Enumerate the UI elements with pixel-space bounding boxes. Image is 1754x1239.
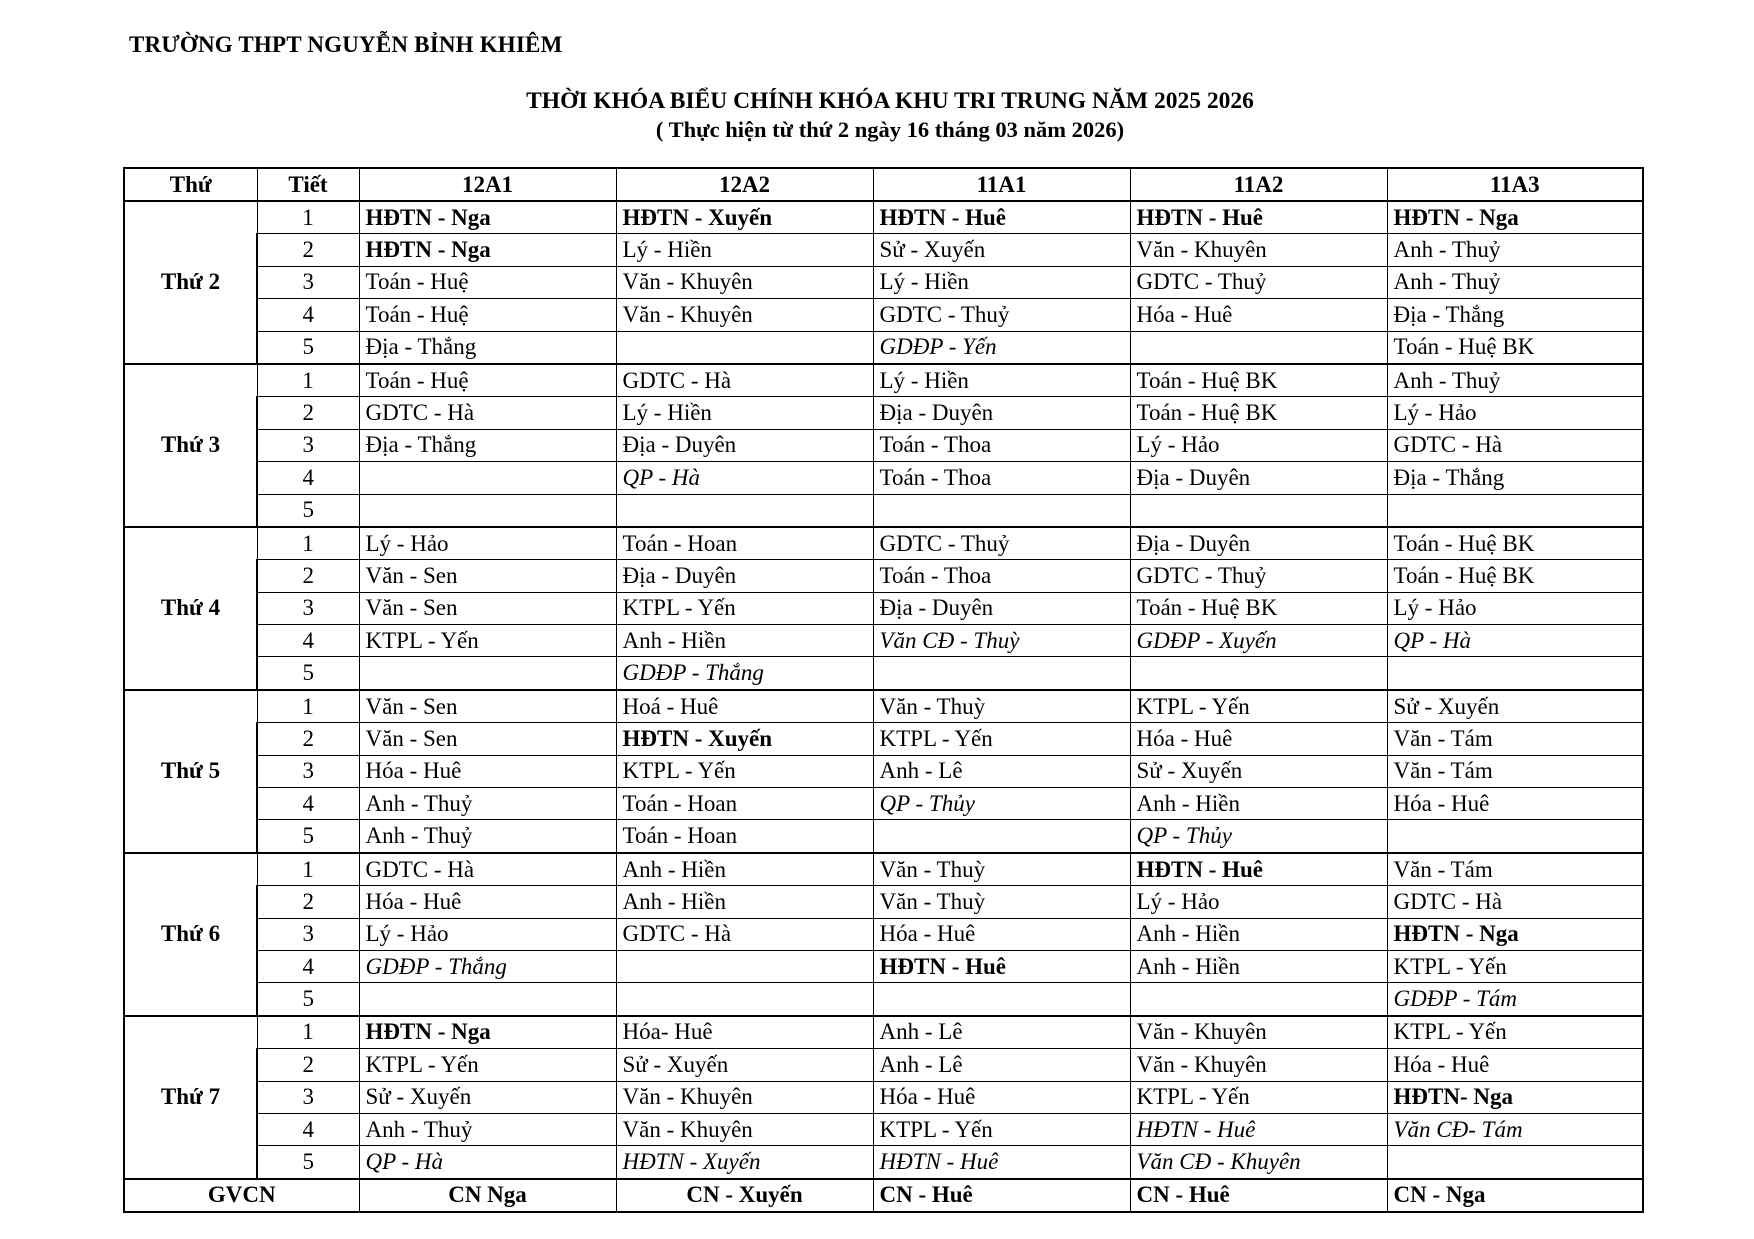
lesson-cell: Văn - Sen: [359, 690, 616, 723]
lesson-cell: Anh - Hiền: [1130, 950, 1387, 982]
header-class-11a2: 11A2: [1130, 168, 1387, 201]
table-row: [124, 788, 1643, 820]
lesson-cell: Địa - Thắng: [359, 331, 616, 364]
period-number: 3: [257, 1081, 359, 1113]
lesson-cell: [873, 657, 1130, 690]
lesson-cell: Anh - Hiền: [1130, 788, 1387, 820]
page-subtitle: ( Thực hiện từ thứ 2 ngày 16 tháng 03 năm 2026): [655, 117, 1125, 142]
table-row: [124, 527, 1643, 560]
table-row: [124, 820, 1643, 853]
table-row: [124, 657, 1643, 690]
period-number: 2: [257, 723, 359, 755]
lesson-cell: Anh - Thuỷ: [1387, 234, 1643, 266]
lesson-cell: GDTC - Hà: [616, 918, 873, 950]
table-row: [124, 234, 1643, 266]
lesson-cell: Toán - Huệ: [359, 299, 616, 331]
period-number: 5: [257, 1146, 359, 1179]
period-number: 5: [257, 494, 359, 527]
lesson-cell: Hóa - Huê: [1387, 1049, 1643, 1081]
lesson-cell: GDTC - Hà: [1387, 886, 1643, 918]
period-number: 4: [257, 625, 359, 657]
day-label: Thứ 5: [124, 690, 257, 853]
lesson-cell: [873, 820, 1130, 853]
lesson-cell: KTPL - Yến: [359, 1049, 616, 1081]
homeroom-teacher: CN - Huê: [873, 1179, 1130, 1212]
lesson-cell: Lý - Hảo: [1387, 397, 1643, 429]
lesson-cell: Anh - Thuỷ: [359, 1113, 616, 1145]
lesson-cell: HĐTN - Xuyến: [616, 723, 873, 755]
lesson-cell: Văn CĐ - Khuyên: [1130, 1146, 1387, 1179]
lesson-cell: Hóa - Huê: [1130, 299, 1387, 331]
lesson-cell: Địa - Thắng: [1387, 462, 1643, 494]
lesson-cell: Sử - Xuyến: [616, 1049, 873, 1081]
lesson-cell: Toán - Huệ BK: [1130, 397, 1387, 429]
lesson-cell: Địa - Duyên: [1130, 527, 1387, 560]
lesson-cell: Hóa - Huê: [1387, 788, 1643, 820]
lesson-cell: Văn - Thuỳ: [873, 690, 1130, 723]
lesson-cell: Sử - Xuyến: [1130, 755, 1387, 787]
period-number: 3: [257, 755, 359, 787]
lesson-cell: Anh - Thuỷ: [1387, 364, 1643, 397]
table-row: [124, 1146, 1643, 1179]
lesson-cell: Văn - Sen: [359, 560, 616, 592]
table-row: [124, 950, 1643, 982]
period-number: 1: [257, 853, 359, 886]
lesson-cell: GDTC - Hà: [616, 364, 873, 397]
day-label: Thứ 4: [124, 527, 257, 690]
lesson-cell: Lý - Hảo: [359, 527, 616, 560]
lesson-cell: QP - Hà: [1387, 625, 1643, 657]
table-row: [124, 397, 1643, 429]
homeroom-label: GVCN: [124, 1179, 359, 1212]
table-row: [124, 625, 1643, 657]
lesson-cell: GDTC - Hà: [359, 397, 616, 429]
lesson-cell: Toán - Thoa: [873, 429, 1130, 461]
table-row: [124, 462, 1643, 494]
lesson-cell: HĐTN - Nga: [359, 201, 616, 234]
table-row: [124, 299, 1643, 331]
lesson-cell: HĐTN - Huê: [873, 950, 1130, 982]
day-label: Thứ 6: [124, 853, 257, 1016]
lesson-cell: Anh - Thuỷ: [1387, 266, 1643, 298]
lesson-cell: QP - Hà: [359, 1146, 616, 1179]
table-row: [124, 1049, 1643, 1081]
period-number: 5: [257, 657, 359, 690]
lesson-cell: Địa - Thắng: [1387, 299, 1643, 331]
lesson-cell: GDTC - Hà: [1387, 429, 1643, 461]
table-row: [124, 983, 1643, 1016]
lesson-cell: Sử - Xuyến: [873, 234, 1130, 266]
lesson-cell: [1387, 657, 1643, 690]
table-row: [124, 723, 1643, 755]
lesson-cell: HĐTN - Nga: [1387, 918, 1643, 950]
lesson-cell: KTPL - Yến: [1387, 950, 1643, 982]
table-row: [124, 918, 1643, 950]
period-number: 5: [257, 983, 359, 1016]
period-number: 2: [257, 1049, 359, 1081]
table-row: [124, 266, 1643, 298]
lesson-cell: Anh - Lê: [873, 755, 1130, 787]
lesson-cell: Anh - Hiền: [616, 853, 873, 886]
lesson-cell: KTPL - Yến: [359, 625, 616, 657]
header-class-11a1: 11A1: [873, 168, 1130, 201]
lesson-cell: Toán - Thoa: [873, 560, 1130, 592]
lesson-cell: Anh - Hiền: [616, 886, 873, 918]
lesson-cell: [1130, 657, 1387, 690]
lesson-cell: Địa - Duyên: [616, 429, 873, 461]
lesson-cell: Toán - Huệ BK: [1130, 592, 1387, 624]
table-row: [124, 331, 1643, 364]
lesson-cell: GDTC - Thuỷ: [873, 299, 1130, 331]
lesson-cell: KTPL - Yến: [873, 1113, 1130, 1145]
lesson-cell: GDĐP - Xuyến: [1130, 625, 1387, 657]
lesson-cell: Lý - Hiền: [873, 364, 1130, 397]
lesson-cell: Hóa - Huê: [359, 755, 616, 787]
lesson-cell: Văn - Khuyên: [616, 299, 873, 331]
lesson-cell: [359, 462, 616, 494]
lesson-cell: [873, 983, 1130, 1016]
school-name: TRƯỜNG THPT NGUYỄN BỈNH KHIÊM: [129, 32, 563, 57]
lesson-cell: Anh - Thuỷ: [359, 788, 616, 820]
lesson-cell: Văn - Khuyên: [1130, 234, 1387, 266]
timetable-header: [124, 168, 1643, 201]
lesson-cell: Văn CĐ - Thuỳ: [873, 625, 1130, 657]
lesson-cell: HĐTN - Xuyến: [616, 201, 873, 234]
table-row: [124, 429, 1643, 461]
lesson-cell: Địa - Duyên: [873, 592, 1130, 624]
lesson-cell: [1130, 494, 1387, 527]
table-row: [124, 560, 1643, 592]
lesson-cell: Địa - Duyên: [1130, 462, 1387, 494]
period-number: 1: [257, 527, 359, 560]
lesson-cell: HĐTN - Huê: [1130, 1113, 1387, 1145]
lesson-cell: [1130, 983, 1387, 1016]
lesson-cell: Lý - Hảo: [1387, 592, 1643, 624]
table-row: [124, 690, 1643, 723]
table-row: [124, 494, 1643, 527]
lesson-cell: Sử - Xuyến: [359, 1081, 616, 1113]
lesson-cell: Văn - Khuyên: [1130, 1049, 1387, 1081]
table-row: [124, 364, 1643, 397]
lesson-cell: Hóa - Huê: [873, 1081, 1130, 1113]
period-number: 4: [257, 1113, 359, 1145]
lesson-cell: [873, 494, 1130, 527]
lesson-cell: Văn - Khuyên: [616, 1081, 873, 1113]
lesson-cell: GDTC - Thuỷ: [873, 527, 1130, 560]
lesson-cell: Lý - Hiền: [873, 266, 1130, 298]
lesson-cell: [1387, 820, 1643, 853]
lesson-cell: Lý - Hiền: [616, 234, 873, 266]
lesson-cell: Lý - Hảo: [1130, 429, 1387, 461]
lesson-cell: [616, 494, 873, 527]
lesson-cell: Hoá - Huê: [616, 690, 873, 723]
lesson-cell: GDĐP - Thắng: [359, 950, 616, 982]
lesson-cell: Văn - Khuyên: [1130, 1016, 1387, 1049]
lesson-cell: Toán - Hoan: [616, 527, 873, 560]
period-number: 1: [257, 364, 359, 397]
lesson-cell: KTPL - Yến: [616, 755, 873, 787]
lesson-cell: Văn - Khuyên: [616, 1113, 873, 1145]
lesson-cell: GDTC - Hà: [359, 853, 616, 886]
page-title: THỜI KHÓA BIỂU CHÍNH KHÓA KHU TRI TRUNG NĂM 2025 2026: [526, 88, 1254, 114]
period-number: 3: [257, 266, 359, 298]
lesson-cell: Văn - Tám: [1387, 853, 1643, 886]
lesson-cell: Anh - Lê: [873, 1049, 1130, 1081]
lesson-cell: GDĐP - Yến: [873, 331, 1130, 364]
period-number: 1: [257, 201, 359, 234]
day-label: Thứ 7: [124, 1016, 257, 1179]
lesson-cell: Địa - Duyên: [616, 560, 873, 592]
period-number: 2: [257, 397, 359, 429]
lesson-cell: HĐTN - Huê: [1130, 853, 1387, 886]
lesson-cell: Văn - Khuyên: [616, 266, 873, 298]
lesson-cell: HĐTN - Nga: [359, 1016, 616, 1049]
lesson-cell: Văn CĐ- Tám: [1387, 1113, 1643, 1145]
lesson-cell: Anh - Hiền: [616, 625, 873, 657]
lesson-cell: KTPL - Yến: [873, 723, 1130, 755]
header-class-12a2: 12A2: [616, 168, 873, 201]
lesson-cell: QP - Thủy: [873, 788, 1130, 820]
lesson-cell: Văn - Sen: [359, 592, 616, 624]
lesson-cell: Anh - Hiền: [1130, 918, 1387, 950]
lesson-cell: Lý - Hảo: [359, 918, 616, 950]
lesson-cell: HĐTN - Nga: [359, 234, 616, 266]
lesson-cell: Toán - Hoan: [616, 788, 873, 820]
lesson-cell: Toán - Huệ: [359, 364, 616, 397]
table-row: [124, 1113, 1643, 1145]
lesson-cell: HĐTN - Xuyến: [616, 1146, 873, 1179]
period-number: 4: [257, 950, 359, 982]
lesson-cell: QP - Hà: [616, 462, 873, 494]
table-row: [124, 592, 1643, 624]
lesson-cell: [359, 657, 616, 690]
lesson-cell: Sử - Xuyến: [1387, 690, 1643, 723]
header-class-12a1: 12A1: [359, 168, 616, 201]
lesson-cell: Văn - Sen: [359, 723, 616, 755]
lesson-cell: Toán - Hoan: [616, 820, 873, 853]
table-row: [124, 853, 1643, 886]
period-number: 3: [257, 592, 359, 624]
homeroom-teacher: CN Nga: [359, 1179, 616, 1212]
homeroom-teacher: CN - Xuyến: [616, 1179, 873, 1212]
header-period: Tiết: [257, 168, 359, 201]
table-row: [124, 201, 1643, 234]
lesson-cell: Văn - Tám: [1387, 723, 1643, 755]
lesson-cell: Hóa - Huê: [873, 918, 1130, 950]
period-number: 5: [257, 331, 359, 364]
lesson-cell: Hóa - Huê: [1130, 723, 1387, 755]
lesson-cell: Hóa- Huê: [616, 1016, 873, 1049]
lesson-cell: KTPL - Yến: [1130, 1081, 1387, 1113]
lesson-cell: KTPL - Yến: [1387, 1016, 1643, 1049]
lesson-cell: Văn - Thuỳ: [873, 853, 1130, 886]
lesson-cell: QP - Thủy: [1130, 820, 1387, 853]
homeroom-teacher: CN - Huê: [1130, 1179, 1387, 1212]
lesson-cell: HĐTN - Huê: [1130, 201, 1387, 234]
lesson-cell: [359, 494, 616, 527]
period-number: 3: [257, 429, 359, 461]
lesson-cell: Toán - Huệ BK: [1387, 560, 1643, 592]
lesson-cell: GDĐP - Tám: [1387, 983, 1643, 1016]
timetable: [123, 167, 1644, 1213]
lesson-cell: Lý - Hảo: [1130, 886, 1387, 918]
lesson-cell: Địa - Duyên: [873, 397, 1130, 429]
lesson-cell: GDĐP - Thắng: [616, 657, 873, 690]
lesson-cell: GDTC - Thuỷ: [1130, 266, 1387, 298]
period-number: 2: [257, 234, 359, 266]
header-day: Thứ: [124, 168, 257, 201]
period-number: 4: [257, 788, 359, 820]
lesson-cell: Anh - Lê: [873, 1016, 1130, 1049]
lesson-cell: [616, 331, 873, 364]
lesson-cell: HĐTN - Huê: [873, 201, 1130, 234]
lesson-cell: Toán - Huệ: [359, 266, 616, 298]
table-row: [124, 1016, 1643, 1049]
lesson-cell: Anh - Thuỷ: [359, 820, 616, 853]
lesson-cell: [616, 950, 873, 982]
lesson-cell: HĐTN - Huê: [873, 1146, 1130, 1179]
lesson-cell: [1387, 494, 1643, 527]
lesson-cell: KTPL - Yến: [1130, 690, 1387, 723]
lesson-cell: Toán - Huệ BK: [1130, 364, 1387, 397]
lesson-cell: Văn - Thuỳ: [873, 886, 1130, 918]
lesson-cell: HĐTN - Nga: [1387, 201, 1643, 234]
period-number: 5: [257, 820, 359, 853]
lesson-cell: KTPL - Yến: [616, 592, 873, 624]
period-number: 2: [257, 560, 359, 592]
period-number: 2: [257, 886, 359, 918]
lesson-cell: Toán - Thoa: [873, 462, 1130, 494]
lesson-cell: Hóa - Huê: [359, 886, 616, 918]
lesson-cell: HĐTN- Nga: [1387, 1081, 1643, 1113]
day-label: Thứ 3: [124, 364, 257, 527]
table-row: [124, 886, 1643, 918]
lesson-cell: [359, 983, 616, 1016]
period-number: 4: [257, 462, 359, 494]
lesson-cell: GDTC - Thuỷ: [1130, 560, 1387, 592]
header-class-11a3: 11A3: [1387, 168, 1643, 201]
period-number: 4: [257, 299, 359, 331]
lesson-cell: [1130, 331, 1387, 364]
lesson-cell: Văn - Tám: [1387, 755, 1643, 787]
period-number: 1: [257, 690, 359, 723]
lesson-cell: Toán - Huệ BK: [1387, 527, 1643, 560]
table-row: [124, 1081, 1643, 1113]
period-number: 1: [257, 1016, 359, 1049]
lesson-cell: Toán - Huệ BK: [1387, 331, 1643, 364]
homeroom-teacher: CN - Nga: [1387, 1179, 1643, 1212]
lesson-cell: [1387, 1146, 1643, 1179]
table-row: [124, 755, 1643, 787]
lesson-cell: [616, 983, 873, 1016]
lesson-cell: Lý - Hiền: [616, 397, 873, 429]
period-number: 3: [257, 918, 359, 950]
day-label: Thứ 2: [124, 201, 257, 364]
lesson-cell: Địa - Thắng: [359, 429, 616, 461]
homeroom-row: [124, 1179, 1643, 1212]
